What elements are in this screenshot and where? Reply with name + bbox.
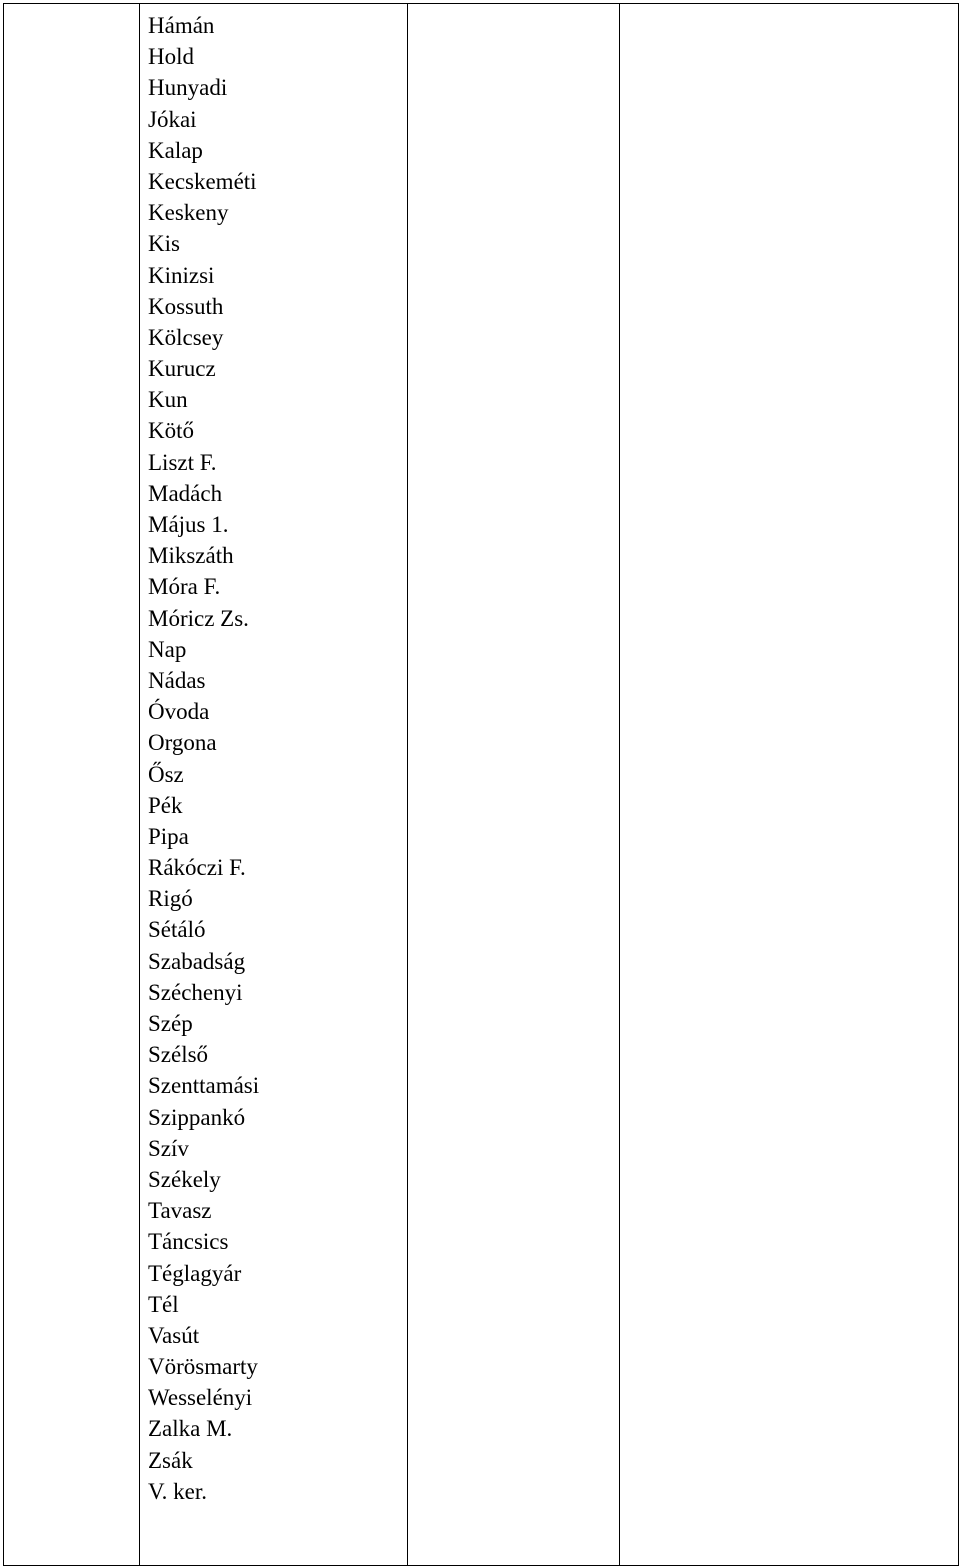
table-cell-empty-middle bbox=[408, 4, 620, 1566]
street-name-list bbox=[140, 4, 407, 1507]
street-name-item: Zsák bbox=[148, 1447, 193, 1473]
street-name-item: Wesselényi bbox=[148, 1385, 253, 1411]
street-name-item: Téglagyár bbox=[148, 1260, 242, 1286]
street-name-item: Rákóczi F. bbox=[148, 855, 246, 881]
street-name-item: Madách bbox=[148, 480, 223, 506]
street-name-item: Szélső bbox=[148, 1042, 209, 1068]
street-name-item: Tél bbox=[148, 1291, 179, 1317]
table-cell-street-names bbox=[140, 4, 408, 1566]
street-name-item: Nap bbox=[148, 636, 187, 662]
street-name-item: Kötő bbox=[148, 418, 194, 444]
street-name-item: Keskeny bbox=[148, 200, 229, 226]
street-name-item: Jókai bbox=[148, 106, 197, 132]
street-name-item: Kossuth bbox=[148, 293, 224, 319]
street-name-item: Hámán bbox=[148, 13, 215, 38]
street-name-item: Zalka M. bbox=[148, 1416, 233, 1442]
street-name-item: Táncsics bbox=[148, 1229, 229, 1255]
street-name-item: Kurucz bbox=[148, 356, 216, 382]
table-cell-empty-left bbox=[4, 4, 140, 1566]
street-name-item: Kun bbox=[148, 387, 188, 413]
table-row bbox=[4, 4, 959, 1566]
street-name-item: Tavasz bbox=[148, 1198, 212, 1224]
street-name-item: Liszt F. bbox=[148, 449, 217, 475]
street-name-item: Mikszáth bbox=[148, 543, 234, 569]
street-name-item: Szív bbox=[148, 1135, 189, 1161]
street-name-item: Móra F. bbox=[148, 574, 221, 600]
street-name-item: Orgona bbox=[148, 730, 217, 756]
street-name-item: Pék bbox=[148, 792, 183, 818]
street-table bbox=[3, 3, 959, 1566]
table-cell-empty-right bbox=[620, 4, 959, 1566]
street-name-item: Széchenyi bbox=[148, 979, 243, 1005]
street-name-item: Május 1. bbox=[148, 512, 229, 537]
street-name-item: Szenttamási bbox=[148, 1073, 260, 1099]
street-name-item: Móricz Zs. bbox=[148, 605, 249, 631]
street-name-item: Pipa bbox=[148, 823, 189, 849]
street-name-item: Szabadság bbox=[148, 948, 246, 974]
street-name-item: Ősz bbox=[148, 761, 184, 787]
street-name-item: Vasút bbox=[148, 1322, 200, 1348]
street-name-item: Sétáló bbox=[148, 917, 206, 943]
street-name-item: Kinizsi bbox=[148, 262, 215, 288]
street-name-item: Szippankó bbox=[148, 1104, 246, 1130]
street-name-item: Hold bbox=[148, 44, 194, 70]
street-name-item: V. ker. bbox=[148, 1478, 207, 1504]
street-name-item: Óvoda bbox=[148, 699, 210, 725]
street-name-item: Székely bbox=[148, 1166, 221, 1192]
street-name-item: Vörösmarty bbox=[148, 1354, 258, 1380]
street-name-item: Nádas bbox=[148, 667, 206, 693]
street-name-item: Kölcsey bbox=[148, 324, 224, 350]
street-name-item: Szép bbox=[148, 1011, 193, 1036]
street-name-item: Rigó bbox=[148, 886, 193, 912]
street-name-item: Kis bbox=[148, 231, 180, 257]
street-name-item: Hunyadi bbox=[148, 75, 228, 101]
street-name-item: Kecskeméti bbox=[148, 168, 257, 194]
street-name-item: Kalap bbox=[148, 137, 203, 163]
